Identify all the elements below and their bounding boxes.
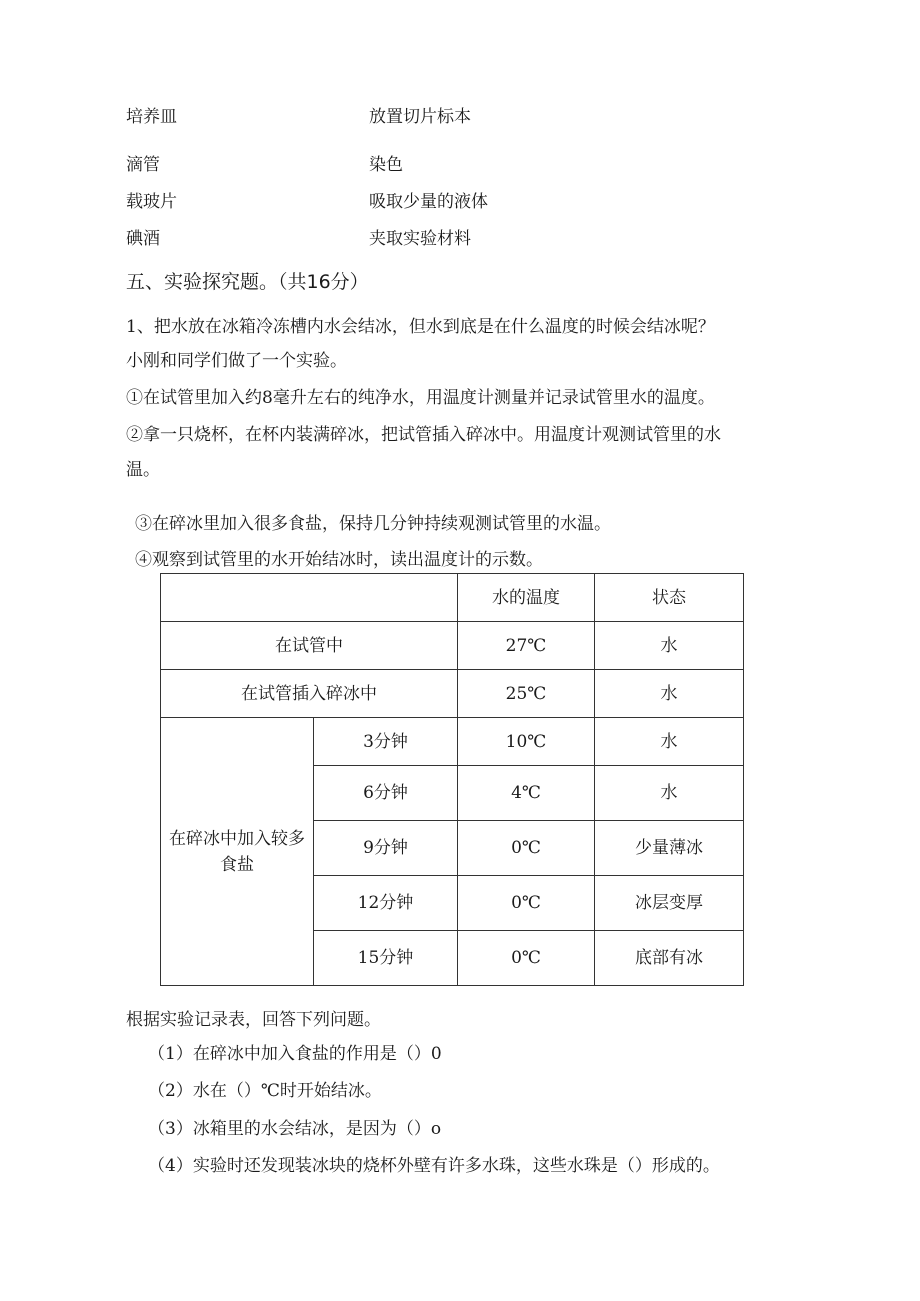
row-state: 少量薄冰 [595, 821, 744, 876]
row-time: 15分钟 [314, 931, 458, 986]
match-left-item: 载玻片 [126, 192, 177, 212]
row-time: 9分钟 [314, 821, 458, 876]
record-table [160, 573, 744, 986]
answer-q1: （1）在碎冰中加入食盐的作用是（）0 [148, 1044, 442, 1064]
answer-q4: （4）实验时还发现装冰块的烧杯外壁有许多水珠，这些水珠是（）形成的。 [148, 1156, 720, 1176]
table-row [161, 718, 744, 766]
answer-q3: （3）冰箱里的水会结冰，是因为（）o [148, 1119, 442, 1139]
header-state: 状态 [595, 574, 744, 622]
match-left-item: 培养皿 [126, 107, 177, 127]
step-2: ②拿一只烧杯，在杯内装满碎冰，把试管插入碎冰中。用温度计观测试管里的水 [126, 425, 721, 445]
match-left-item: 碘酒 [126, 229, 160, 249]
table-row [161, 622, 744, 670]
group-label: 在碎冰中加入较多食盐 [161, 718, 314, 986]
header-blank-cell [161, 574, 458, 622]
answers-lead: 根据实验记录表，回答下列问题。 [126, 1010, 381, 1030]
row-time: 6分钟 [314, 766, 458, 821]
row-temp: 25℃ [458, 670, 595, 718]
row-state: 底部有冰 [595, 931, 744, 986]
row-label: 在试管插入碎冰中 [161, 670, 458, 718]
header-temp: 水的温度 [458, 574, 595, 622]
row-temp: 4℃ [458, 766, 595, 821]
row-label: 在试管中 [161, 622, 458, 670]
row-state: 水 [595, 766, 744, 821]
table-header-row [161, 574, 744, 622]
row-state: 水 [595, 718, 744, 766]
question-intro: 1、把水放在冰箱冷冻槽内水会结冰，但水到底是在什么温度的时候会结冰呢？ [126, 317, 715, 337]
answer-q2: （2）水在（）℃时开始结冰。 [148, 1081, 382, 1101]
row-time: 12分钟 [314, 876, 458, 931]
match-right-item: 放置切片标本 [369, 107, 471, 127]
row-state: 冰层变厚 [595, 876, 744, 931]
row-temp: 27℃ [458, 622, 595, 670]
match-right-item: 吸取少量的液体 [369, 192, 488, 212]
step-1: ①在试管里加入约8毫升左右的纯净水，用温度计测量并记录试管里水的温度。 [126, 388, 715, 408]
row-temp: 0℃ [458, 931, 595, 986]
match-right-item: 夹取实验材料 [369, 229, 471, 249]
step-3: ③在碎冰里加入很多食盐，保持几分钟持续观测试管里的水温。 [135, 514, 611, 534]
row-temp: 0℃ [458, 876, 595, 931]
step-2-cont: 温。 [126, 460, 160, 480]
match-left-item: 滴管 [126, 155, 160, 175]
row-state: 水 [595, 622, 744, 670]
match-right-item: 染色 [369, 155, 403, 175]
step-4: ④观察到试管里的水开始结冰时，读出温度计的示数。 [135, 550, 543, 570]
section-title: 五、实验探究题。（共16分） [126, 271, 369, 293]
row-temp: 10℃ [458, 718, 595, 766]
row-temp: 0℃ [458, 821, 595, 876]
row-time: 3分钟 [314, 718, 458, 766]
question-intro-cont: 小刚和同学们做了一个实验。 [126, 351, 347, 371]
table-row [161, 670, 744, 718]
row-state: 水 [595, 670, 744, 718]
